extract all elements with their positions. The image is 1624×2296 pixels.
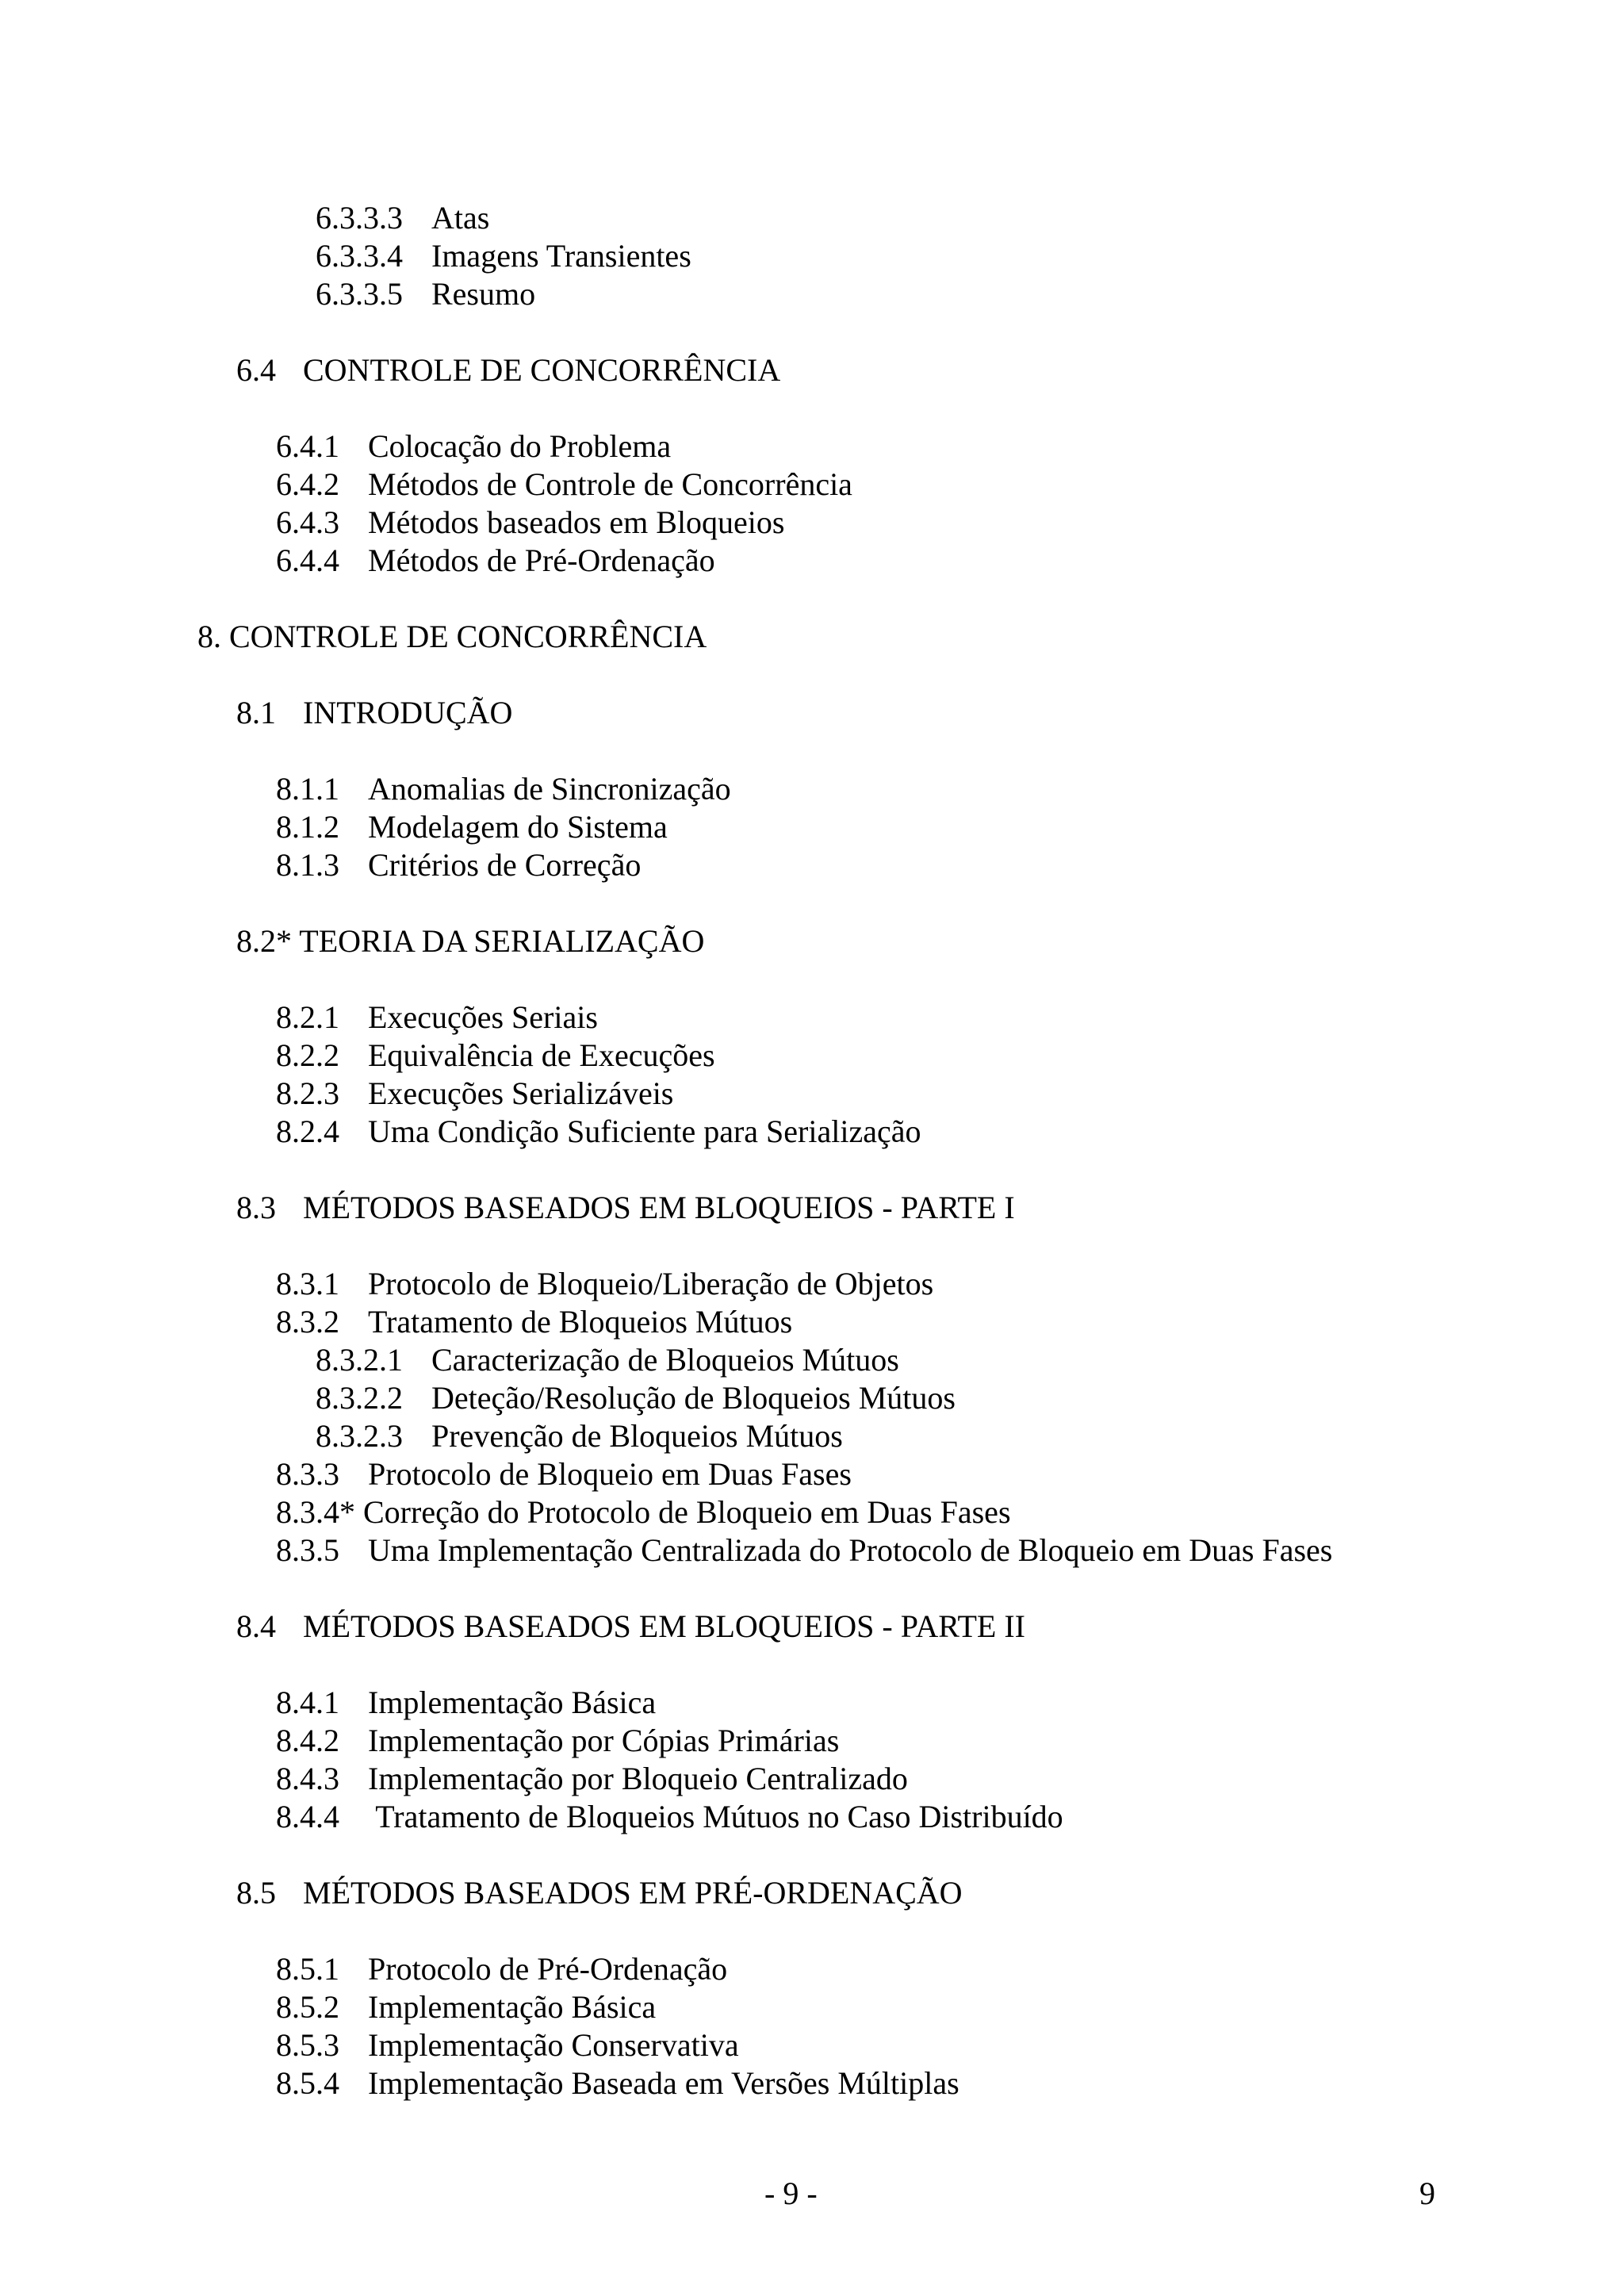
toc-entry — [276, 427, 671, 466]
toc-entry-title: Correção do Protocolo de Bloqueio em Duas Fases — [363, 1494, 1011, 1530]
toc-entry-title: Métodos baseados em Bloqueios — [368, 504, 785, 540]
toc-entry-number: 6.4.3 — [276, 504, 339, 540]
toc-entry-title: Resumo — [431, 276, 536, 312]
toc-section-number: 8.1 — [236, 695, 276, 730]
toc-entry — [276, 1684, 656, 1722]
toc-section-heading — [236, 1608, 1025, 1646]
toc-entry — [276, 1760, 908, 1798]
toc-entry — [316, 237, 691, 275]
toc-entry-number: 8.3.1 — [276, 1266, 339, 1301]
toc-entry-number: 8.3.3 — [276, 1456, 339, 1492]
toc-section-title: MÉTODOS BASEADOS EM BLOQUEIOS - PARTE I — [303, 1190, 1015, 1225]
toc-entry-number: 8.2.2 — [276, 1037, 339, 1073]
toc-entry-number: 8.3.2.2 — [316, 1380, 403, 1416]
toc-entry — [276, 770, 731, 808]
toc-entry-number: 8.3.2 — [276, 1304, 339, 1340]
toc-section-title: INTRODUÇÃO — [303, 695, 513, 730]
toc-entry-title: Protocolo de Bloqueio/Liberação de Objetos — [368, 1266, 934, 1301]
toc-entry — [276, 846, 641, 884]
toc-entry-number: 6.4.4 — [276, 542, 339, 578]
toc-entry-number: 8.2.3 — [276, 1075, 339, 1111]
toc-entry — [276, 1113, 921, 1151]
toc-entry-number: 8.3.4* — [276, 1494, 355, 1530]
toc-entry-number: 8.2.1 — [276, 999, 339, 1035]
toc-entry — [276, 1722, 839, 1760]
toc-entry-title: Prevenção de Bloqueios Mútuos — [431, 1418, 843, 1454]
toc-entry — [276, 1531, 1332, 1570]
toc-section-number: 8.5 — [236, 1875, 276, 1911]
toc-entry-title: Métodos de Controle de Concorrência — [368, 466, 852, 502]
toc-entry-number: 8.5.4 — [276, 2065, 339, 2101]
toc-section-heading — [236, 351, 780, 389]
toc-entry — [276, 808, 668, 846]
toc-subentry — [316, 1379, 956, 1417]
toc-entry-number: 8.4.4 — [276, 1799, 339, 1834]
toc-entry — [276, 1265, 933, 1303]
toc-entry — [276, 2064, 959, 2102]
toc-entry — [276, 1303, 792, 1341]
toc-entry — [316, 199, 489, 237]
toc-section-title: MÉTODOS BASEADOS EM PRÉ-ORDENAÇÃO — [303, 1875, 963, 1911]
toc-entry-number: 6.3.3.3 — [316, 200, 403, 236]
toc-entry — [276, 1798, 1063, 1836]
toc-entry-title: Tratamento de Bloqueios Mútuos no Caso Distribuído — [368, 1799, 1063, 1834]
toc-entry-title: Atas — [431, 200, 490, 236]
toc-section-heading — [236, 694, 512, 732]
toc-entry-title: Protocolo de Pré-Ordenação — [368, 1951, 728, 1987]
toc-entry-title: Equivalência de Execuções — [368, 1037, 715, 1073]
toc-entry-number: 8.4.2 — [276, 1723, 339, 1758]
toc-section-heading — [236, 1874, 963, 1912]
toc-section-title: MÉTODOS BASEADOS EM BLOQUEIOS - PARTE II — [303, 1608, 1025, 1644]
toc-entry — [276, 1455, 852, 1493]
toc-chapter-heading: 8. CONTROLE DE CONCORRÊNCIA — [197, 619, 707, 654]
toc-entry-number: 8.1.3 — [276, 847, 339, 883]
toc-entry-number: 6.4.2 — [276, 466, 339, 502]
toc-entry-title: Execuções Seriais — [368, 999, 598, 1035]
toc-entry-title: Uma Condição Suficiente para Serialização — [368, 1114, 921, 1149]
toc-entry-title: Protocolo de Bloqueio em Duas Fases — [368, 1456, 852, 1492]
toc-entry-number: 8.4.3 — [276, 1761, 339, 1796]
toc-entry-number: 8.3.5 — [276, 1532, 339, 1568]
toc-entry — [276, 542, 715, 580]
toc-entry-title: Imagens Transientes — [431, 238, 691, 274]
toc-subentry — [316, 1341, 899, 1379]
toc-entry-number: 8.1.2 — [276, 809, 339, 845]
toc-entry-number: 6.3.3.4 — [316, 238, 403, 274]
toc-entry-number: 8.2.4 — [276, 1114, 339, 1149]
toc-entry-number: 8.5.2 — [276, 1989, 339, 2025]
toc-entry-title: Implementação Baseada em Versões Múltiplas — [368, 2065, 959, 2101]
toc-entry-title: Tratamento de Bloqueios Mútuos — [368, 1304, 793, 1340]
toc-entry — [276, 1037, 715, 1075]
toc-subentry — [316, 1417, 843, 1455]
page-footer-label: - 9 - — [764, 2175, 818, 2211]
toc-entry-title: Caracterização de Bloqueios Mútuos — [431, 1342, 899, 1378]
toc-section-number: 8.4 — [236, 1608, 276, 1644]
toc-entry — [276, 1988, 656, 2026]
toc-entry-number: 8.1.1 — [276, 771, 339, 807]
toc-entry-title: Implementação Básica — [368, 1685, 657, 1720]
toc-entry-number: 8.3.2.3 — [316, 1418, 403, 1454]
toc-section-number: 8.3 — [236, 1190, 276, 1225]
toc-section-number: 8.2* — [236, 923, 292, 959]
toc-entry — [316, 275, 535, 313]
toc-entry-title: Anomalias de Sincronização — [368, 771, 731, 807]
toc-entry-number: 6.3.3.5 — [316, 276, 403, 312]
toc-entry-title: Implementação Conservativa — [368, 2027, 739, 2063]
toc-entry-title: Implementação Básica — [368, 1989, 657, 2025]
toc-entry-number: 6.4.1 — [276, 428, 339, 464]
toc-section-heading — [236, 1189, 1015, 1227]
toc-entry-title: Implementação por Bloqueio Centralizado — [368, 1761, 908, 1796]
toc-section-heading — [236, 922, 704, 960]
toc-entry-title: Implementação por Cópias Primárias — [368, 1723, 840, 1758]
toc-entry-title: Execuções Serializáveis — [368, 1075, 674, 1111]
toc-section-title: CONTROLE DE CONCORRÊNCIA — [303, 352, 781, 388]
page-number: 9 — [1419, 2175, 1435, 2211]
toc-section-title: TEORIA DA SERIALIZAÇÃO — [299, 923, 705, 959]
toc-entry-number: 8.5.1 — [276, 1951, 339, 1987]
toc-entry-number: 8.4.1 — [276, 1685, 339, 1720]
toc-entry-title: Uma Implementação Centralizada do Protocolo de Bloqueio em Duas Fases — [368, 1532, 1333, 1568]
toc-entry-number: 8.5.3 — [276, 2027, 339, 2063]
toc-entry-title: Modelagem do Sistema — [368, 809, 668, 845]
toc-entry — [276, 466, 852, 504]
toc-entry — [276, 1493, 1011, 1531]
toc-entry — [276, 1075, 673, 1113]
toc-entry-title: Colocação do Problema — [368, 428, 672, 464]
toc-entry — [276, 504, 785, 542]
toc-entry — [276, 1950, 727, 1988]
toc-entry-number: 8.3.2.1 — [316, 1342, 403, 1378]
toc-entry-title: Critérios de Correção — [368, 847, 642, 883]
toc-entry — [276, 2026, 739, 2064]
toc-entry-title: Métodos de Pré-Ordenação — [368, 542, 715, 578]
toc-entry — [276, 999, 598, 1037]
toc-entry-title: Deteção/Resolução de Bloqueios Mútuos — [431, 1380, 956, 1416]
toc-section-number: 6.4 — [236, 352, 276, 388]
